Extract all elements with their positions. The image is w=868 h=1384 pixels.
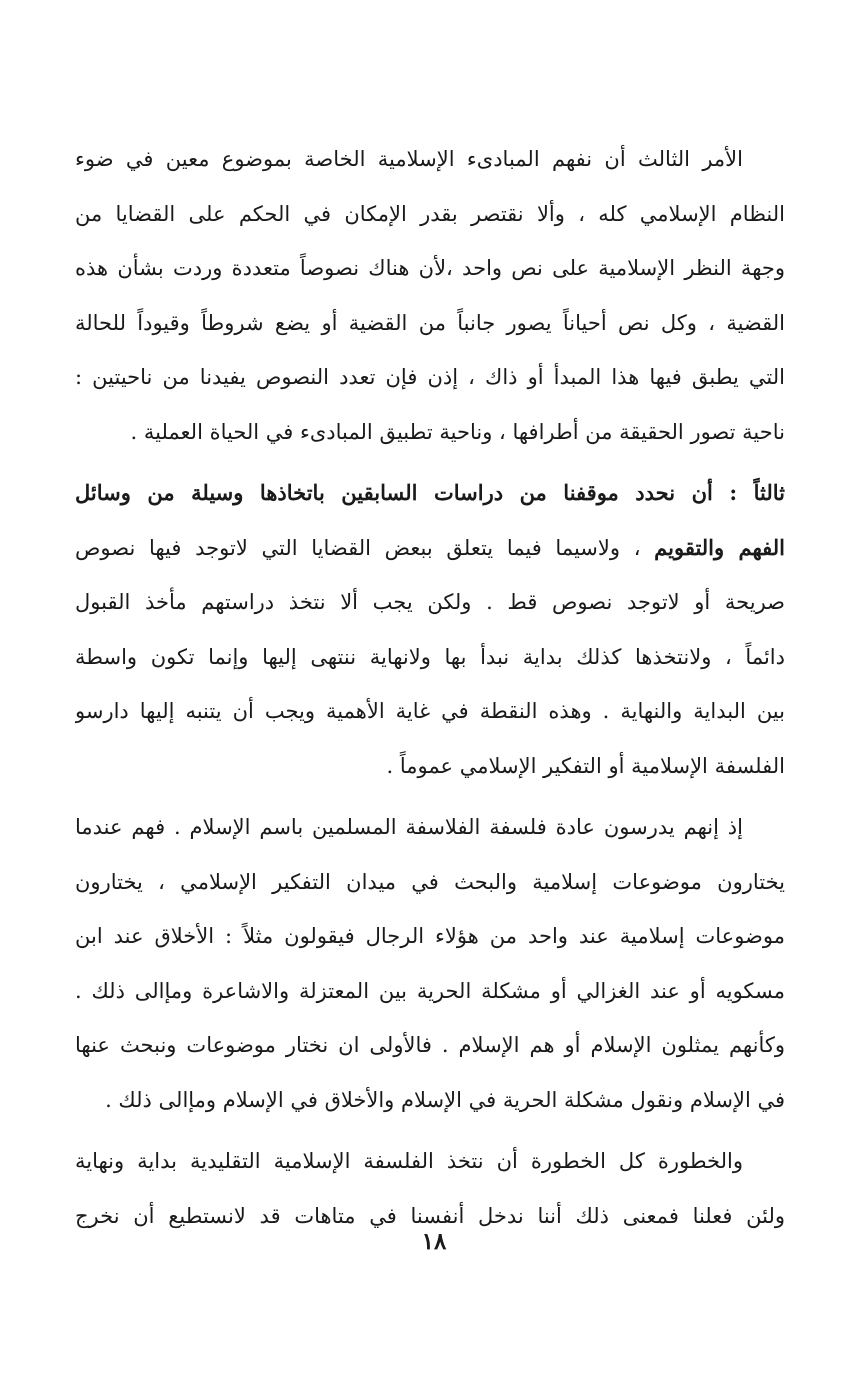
paragraph-1 (75, 132, 785, 459)
text-line: الأمر الثالث أن نفهم المبادىء الإسلامية الخاصة بموضوع معين في ضوء (75, 147, 743, 171)
heading-line: ثالثاً : أن نحدد موقفنا من دراسات السابقين باتخاذها وسيلة من وسائل (75, 480, 785, 505)
text-line: دائماً ، ولانتخذها كذلك بداية نبدأ بها ولانهاية ننتهى إليها وإنما تكون واسطة (75, 644, 785, 669)
bold-phrase: الفهم والتقويم (654, 534, 785, 560)
text-line: والخطورة كل الخطورة أن نتخذ الفلسفة الإسلامية التقليدية بداية ونهاية (75, 1149, 743, 1173)
text-line: الفلسفة الإسلامية أو التفكير الإسلامي عموماً . (386, 753, 785, 778)
text-line: ناحية تصور الحقيقة من أطرافها ، وناحية تطبيق المبادىء في الحياة العملية . (130, 419, 785, 444)
text-line: مسكويه أو عند الغزالي أو مشكلة الحرية بين المعتزلة والاشاعرة ومإالى ذلك . (75, 978, 785, 1003)
line-continuation: ، ولاسيما فيما يتعلق ببعض القضايا التي لاتوجد فيها نصوص (75, 535, 655, 560)
body-text (75, 132, 785, 1243)
paragraph-3 (75, 800, 785, 1127)
text-line: التي يطبق فيها هذا المبدأ أو ذاك ، إذن فإن تعدد النصوص يفيدنا من ناحيتين : (75, 365, 785, 389)
text-line: يختارون موضوعات إسلامية والبحث في ميدان التفكير الإسلامي ، يختارون (75, 869, 785, 894)
text-line: صريحة أو لاتوجد نصوص قط . ولكن يجب ألا نتخذ دراستهم مأخذ القبول (75, 590, 785, 614)
text-line: بين البداية والنهاية . وهذه النقطة في غاية الأهمية ويجب أن يتنبه إليها دارسو (75, 699, 785, 723)
text-line: موضوعات إسلامية عند واحد من هؤلاء الرجال فيقولون مثلاً : الأخلاق عند ابن (75, 924, 785, 948)
text-line: وجهة النظر الإسلامية على نص واحد ،لأن هناك نصوصاً متعددة وردت بشأن هذه (75, 256, 785, 280)
text-line: القضية ، وكل نص أحياناً يصور جانباً من القضية أو يضع شروطاً وقيوداً للحالة (75, 310, 785, 335)
text-line: في الإسلام ونقول مشكلة الحرية في الإسلام والأخلاق في الإسلام ومإالى ذلك . (105, 1087, 785, 1112)
text-line: وكأنهم يمثلون الإسلام أو هم الإسلام . فالأولى ان نختار موضوعات ونبحث عنها (75, 1033, 785, 1057)
text-line (75, 521, 785, 576)
page-number: ١٨ (421, 1228, 447, 1255)
text-line: إذ إنهم يدرسون عادة فلسفة الفلاسفة المسلمين باسم الإسلام . فهم عندما (75, 815, 743, 839)
paragraph-4 (75, 1134, 785, 1243)
text-line: ولئن فعلنا فمعنى ذلك أننا ندخل أنفسنا في متاهات قد لانستطيع أن نخرج (75, 1203, 785, 1228)
paragraph-2 (75, 466, 785, 793)
text-line: النظام الإسلامي كله ، وألا نقتصر بقدر الإمكان في الحكم على القضايا من (75, 201, 785, 226)
